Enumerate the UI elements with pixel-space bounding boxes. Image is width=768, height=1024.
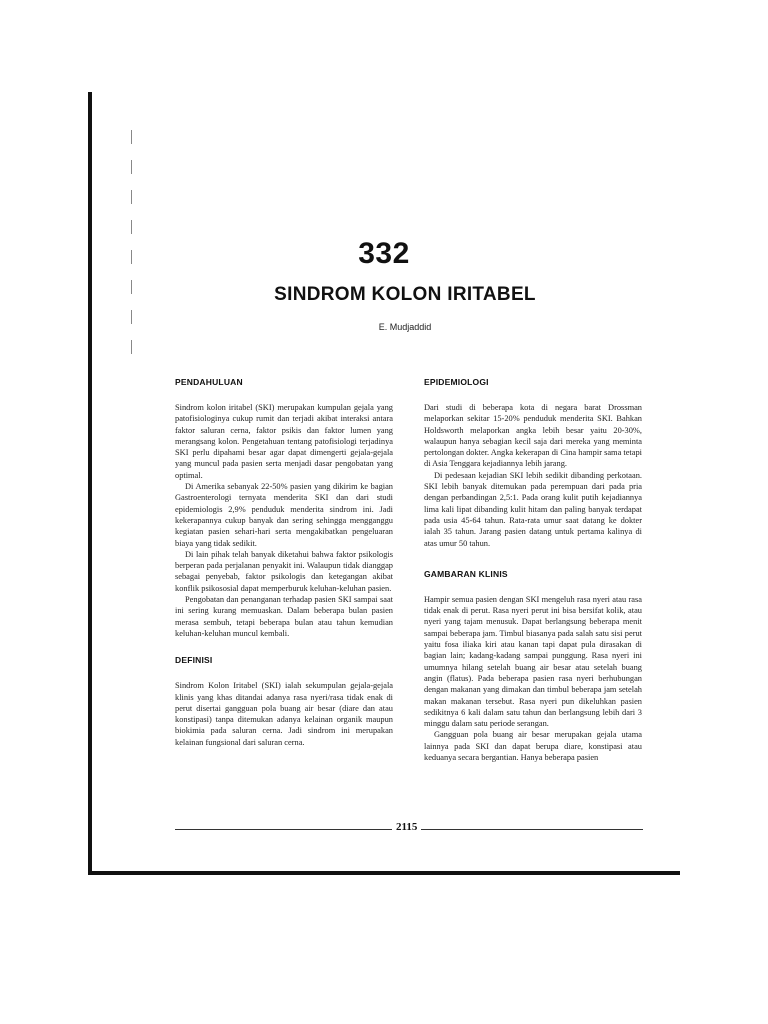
right-column [424,377,642,763]
paragraph: Dari studi di beberapa kota di negara barat Drossman melaporkan sekitar 15-20% penduduk menderita SKI. Bahkan Holdsworth melaporkan angka lebih besar yaitu 20-30%, walaupun hanya sebagian kecil saja dari mereka yang meminta pertolongan dokter. Angka kekerapan di Cina hampir sama tetapi di Asia Tenggara kejadiannya lebih jarang. [424,403,642,469]
section-heading-gambaran-klinis: GAMBARAN KLINIS [424,568,508,579]
paragraph: Di lain pihak telah banyak diketahui bahwa faktor psikologis berperan pada perjalanan penyakit ini. Walaupun tidak dianggap sebagai penyebab, faktor psikologis dan ketegangan akibat konflik psikososial dapat memperburuk keluhan-keluhan pasien. [175,549,393,593]
paragraph: Di pedesaan kejadian SKI lebih sedikit dibanding perkotaan. SKI lebih banyak ditemukan pada perempuan dari pada pria dengan perbandingan 2,5:1. Pada orang kulit putih kejadiannya lima kali lipat dibanding kulit hitam dan paling banyak terdapat pada usia 45-64 tahun. Rata-rata umur saat datang ke dokter ialah 35 tahun. Jarang pasien datang untuk pertama kalinya di atas umur 50 tahun. [424,470,642,548]
paragraph: Gangguan pola buang air besar merupakan gejala utama lainnya pada SKI dan dapat berupa diare, konstipasi atau keduanya secara bergantian. Hanya beberapa pasien [424,730,642,763]
chapter-number: 332 [358,237,410,270]
scan-bottom-border [88,871,680,875]
paragraph: Pengobatan dan penanganan terhadap pasien SKI sampai saat ini sering kurang memuaskan. Dalam beberapa bulan pasien merasa sembuh, tetapi beberapa bulan atau tahun kemudian keluhan-keluhan muncul kembali. [175,595,393,638]
section-heading-epidemiologi: EPIDEMIOLOGI [424,377,489,387]
paragraph: Di Amerika sebanyak 22-50% pasien yang dikirim ke bagian Gastroenterologi ternyata menderita SKI dan dari studi epidemiologis 2,9% penduduk menderita sindrom ini. Jadi kekerapannya cukup banyak dan sering sehingga mengganggu kegiatan pasien sehari-hari serta mengakibatkan pengeluaran biaya yang tidak sedikit. [175,482,393,548]
section-heading-pendahuluan: PENDAHULUAN [175,377,243,387]
section-heading-definisi: DEFINISI [175,655,213,666]
scan-left-border [88,92,92,874]
left-column [175,377,393,748]
author-name: E. Mudjaddid [378,322,432,332]
page-number: 2115 [392,821,421,833]
chapter-title: SINDROM KOLON IRITABEL [274,284,536,305]
paragraph: Hampir semua pasien dengan SKI mengeluh rasa nyeri atau rasa tidak enak di perut. Rasa nyeri perut ini bisa bersifat kolik, atau nyeri yang tajam menusuk. Dapat berlangsung beberapa menit sampai beberapa jam. Timbul biasanya pada salah satu sisi perut yaitu fosa iliaka kiri atau kanan tapi dapat pula dirasakan di bagian lain; kadang-kadang sampai punggung. Rasa nyeri ini umumnya hilang setelah buang air besar atau setelah buang angin (flatus). Pada beberapa pasien rasa nyeri berhubungan dengan makanan yang dimakan dan timbul beberapa jam setelah makan makanan tersebut. Rasa nyeri pun dikeluhkan pasien sedikitnya 6 kali dalam satu tahun dan berlangsung lebih dari 3 minggu dalam satu periode serangan. [424,594,642,729]
paragraph: Sindrom Kolon Iritabel (SKI) ialah sekumpulan gejala-gejala klinis yang khas ditandai adanya rasa nyeri/rasa tidak enak di perut disertai gangguan pola buang air besar (diare dan atau konstipasi) tanpa ditemukan adanya kelainan organik maupun biokimia pada saluran cerna. Jadi sindrom ini merupakan kelainan fungsional dari saluran cerna. [175,681,393,747]
paragraph: Sindrom kolon iritabel (SKI) merupakan kumpulan gejala yang patofisiologinya cukup rumit dan terjadi akibat interaksi antara faktor saluran cerna, faktor psikis dan faktor lumen yang merangsang kolon. Pengetahuan tentang patofisiologi terjadinya SKI perlu dipahami besar agar dapat dimengerti gejala-gejala yang muncul pada pasien serta menjadi dasar pengobatan yang optimal. [175,403,393,480]
